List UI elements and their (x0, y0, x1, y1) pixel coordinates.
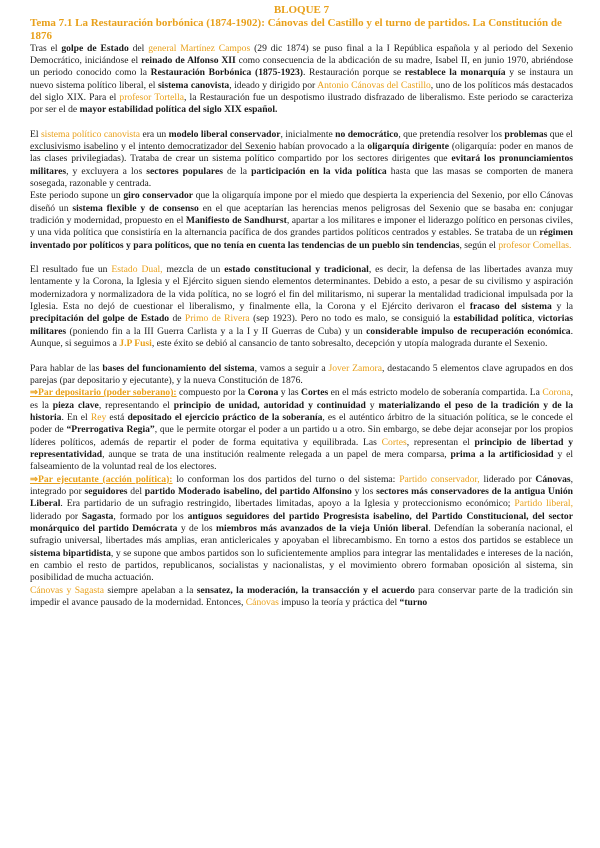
text: y la (551, 301, 573, 313)
text: , que pretendía resolver los (398, 128, 505, 140)
text: y las (278, 387, 302, 399)
text: era un (140, 128, 169, 140)
text: , este éxito se debió al cansancio de tanto sobresalto, decepción y utopía malograda durante el Sexenio. (151, 338, 548, 350)
text: y los (351, 485, 377, 497)
text: y el falseamiento de la voluntad real de los electores. (30, 448, 574, 473)
bold-term: sectores más conservadores de la antigua Unión Liberal (30, 485, 573, 510)
author-highlight: profesor Comellas. (498, 239, 572, 251)
text: y el (118, 141, 139, 152)
bold-term: reinado de Alfonso XII (141, 54, 236, 66)
section-tag: ⇒Par ejecutante (acción política): (30, 473, 173, 485)
text: hasta que las masas se comporten de manera sosegada, razonable y centrada. (30, 165, 573, 190)
bold-term: oligarquía dirigente (367, 141, 449, 152)
text: lo conforman los dos partidos del turno o del sistema: (172, 473, 400, 485)
text: El resultado fue un (30, 264, 112, 276)
author-highlight: Cánovas y Sagasta (30, 584, 104, 596)
text: , según el (459, 239, 499, 251)
text: , es decir, la defensa de las libertades avanza muy lentamente y la Corona, la Iglesia y el Ejército siguen siendo elementos determinantes. Debido a esto, a pesar de su civilismo y aspiración modernizadora y normalizadora de la vida política, no se logró el fin del militarismo, ni superar la mentalidad tradicional impulsada por la Iglesia. Esta no dejó de cuestionar el liberalismo, y finalmente ella, la Corona y el Ejército derivaron el (30, 264, 573, 313)
bold-term: pieza clave (52, 399, 99, 411)
text: de la (222, 165, 252, 177)
bold-term: modelo liberal conservador (168, 128, 281, 140)
bold-term: sistema flexible y de consenso (72, 202, 199, 214)
bold-term: sistema canovista (157, 79, 230, 91)
text: Tras el (30, 42, 62, 54)
text: , representando el (98, 399, 174, 411)
text: siempre apelaban a la (104, 584, 197, 596)
bold-term: estado constitucional y tradicional (224, 264, 369, 276)
bold-term: depositado el ejercicio práctico de la soberanía (127, 411, 323, 423)
block-title: BLOQUE 7 (273, 4, 330, 16)
spacer (30, 117, 573, 129)
text: , representan el (406, 436, 475, 448)
text: , es el auténtico árbitro de la situación política, se le concede el poder de (30, 411, 573, 436)
text: en el más estricto modelo de soberanía compartida. La (328, 387, 543, 399)
bold-term: sensatez, la moderación, la transacción y el acuerdo (196, 584, 415, 596)
text: , aunque se trata de una institución realmente relegada a un papel de mera comparsa, (102, 448, 451, 460)
text: , que le permite otorgar el poder a un partido u a otro. Sin embargo, se debe dejar aconsejar por los propios líderes políticos, además de repartir el poder de forma equitativa y equilibrada. Las (30, 424, 573, 448)
bold-term: “turno (399, 597, 428, 609)
text: habían provocado a la (275, 141, 368, 152)
bold-term: fracaso del sistema (469, 301, 552, 313)
text: . Restauración porque se (302, 67, 405, 79)
text: . En el (61, 411, 91, 423)
bold-term: no democrático (335, 128, 399, 140)
text: , vamos a seguir a (254, 362, 329, 374)
bold-term: Cánovas (535, 473, 571, 485)
text: Este periodo supone un (30, 190, 124, 202)
paragraph-par-depositario (30, 387, 573, 473)
paragraph-par-ejecutante (30, 474, 573, 585)
bold-term: sectores populares (146, 165, 223, 177)
bold-term: sistema bipartidista (30, 547, 111, 559)
underlined-term: intento democratizador del Sexenio (138, 141, 276, 152)
text: que la oligarquía impone por el miedo que despierta la experiencia del Sexenio, por ello Cánovas diseñó un (30, 190, 573, 214)
author-highlight: sistema político canovista (40, 128, 141, 140)
text: , y excluyera a los (66, 165, 147, 177)
text: , uno de los políticos más destacados del siglo XIX. Para el (30, 79, 573, 103)
text: mezcla de un (162, 264, 225, 276)
text: como consecuencia de la abdicación de su madre, Isabel II, en junio 1970, abriéndose un periodo conocido como la (30, 54, 573, 79)
text: liderado por (30, 510, 82, 522)
text: y (365, 399, 379, 411)
text: (oligarquía: poder en manos de las clases privilegiadas). Trataba de crear un sistema político compartido por los sectores dirigentes que (30, 141, 573, 165)
bold-term: participación en la vida política (251, 165, 387, 177)
bold-term: seguidores (84, 485, 128, 497)
text: . Era partidario de un sufragio restringido, libertades limitadas, apoyo a la Iglesia y proteccionismo económico; (60, 498, 515, 510)
bold-term: bases del funcionamiento del sistema (102, 362, 255, 374)
author-highlight: general Martínez Campos (148, 42, 251, 54)
bold-term: partido Moderado isabelino, del partido Alfonsino (144, 485, 352, 497)
bold-term: considerable impulso de recuperación económica (366, 325, 571, 337)
text: , inicialmente (280, 128, 336, 140)
bold-term: principio de unidad, autoridad y continuidad (173, 399, 366, 411)
bold-term: “Prerrogativa Regia” (66, 424, 155, 436)
author-highlight: Cánovas (245, 597, 279, 609)
bold-term: Restauración Borbónica (1875-1923) (150, 67, 303, 79)
spacer (30, 351, 573, 363)
text: de (169, 313, 185, 325)
text: , y se supone que ambos partidos son lo suficientemente amplios para integrar las mentalidades e intereses de la nación, en cambio el resto de partidos, republicanos, socialistas y nacionalistas, y el movimiento obrero formaban oposición al sistema, sin posibilidad de mucha actuación. (30, 547, 573, 584)
author-highlight: profesor Tortella (119, 91, 185, 103)
text: del (128, 42, 149, 54)
bold-term: problemas (504, 128, 548, 140)
author-highlight: Rey (90, 411, 107, 423)
text: , integrado por (30, 473, 574, 497)
bold-term: miembros más avanzados de la vieja Unión liberal (216, 522, 429, 534)
text: , es la (30, 387, 573, 411)
author-highlight: Corona (542, 387, 571, 399)
paragraph-bases (30, 363, 573, 388)
section-tag: ⇒Par depositario (poder soberano): (30, 387, 177, 399)
bold-term: Manifiesto de Sandhurst (185, 215, 287, 227)
bold-term: materializando el peso de la tradición y de la historia (30, 399, 574, 423)
text: liderado por (479, 473, 536, 485)
text: está (106, 411, 128, 423)
text: . Defendían la soberanía nacional, el sufragio universal, libertades más amplias, eran anticlericales y apoyaban el librecambismo. En torno a estos dos partidos se establece un (30, 522, 573, 547)
text: y de los (177, 522, 217, 534)
text: compuesto por la (176, 387, 248, 399)
text: en el que aceptarían las herencias menos peligrosas del Sexenio que se basaba en: conjugar tradición y modernidad, propuesto en el (30, 202, 573, 227)
text: , (532, 313, 538, 325)
author-highlight: Primo de Rivera (184, 313, 250, 325)
text: , apartar a los militares e imponer el liderazgo político en personas civiles, y una vida política que consistiría en la alternancia pacífica de dos grandes partidos políticos centrados y estables. Se trataba de un (30, 215, 573, 239)
author-highlight: Partido liberal, (514, 498, 573, 510)
bold-term: antiguos seguidores del partido Progresista isabelino, del Partido Constitucional, del sector monárquico del partido Demócrata (30, 510, 573, 534)
bold-term: restablece la monarquía (404, 67, 506, 79)
paragraph-intro (30, 43, 573, 117)
bold-term: giro conservador (123, 190, 193, 202)
spacer (30, 252, 573, 264)
text: , destacando 5 elementos clave agrupados en dos parejas (par depositario y ejecutante), y la nueva Constitución de 1876. (30, 362, 574, 386)
bold-term: Corona (247, 387, 279, 399)
author-highlight: Estado Dual, (111, 264, 163, 276)
text: (29 dic 1874) se puso final a la I República española y al periodo del Sexenio Democrático, iniciándose el (30, 42, 573, 66)
text: , formado por los (113, 510, 188, 522)
bold-term: victorias militares (30, 313, 573, 337)
bold-term: Cortes (301, 387, 329, 399)
paragraph-turno (30, 585, 573, 610)
text: , ideado y dirigido por (229, 79, 318, 91)
paragraph-giro-conservador (30, 190, 573, 252)
paragraph-canovista (30, 129, 573, 191)
text: (poniendo fin a la III Guerra Carlista y a la I y II Guerras de Cuba) y un (66, 325, 367, 337)
text: Para hablar de las (30, 362, 103, 374)
bold-term: Sagasta (81, 510, 114, 522)
text: impuso la teoría y práctica del (278, 597, 400, 609)
topic-heading: Tema 7.1 La Restauración borbónica (1874-1902): Cánovas del Castillo y el turno de partidos. La Constitución de 1876 (30, 17, 562, 42)
text: y se instaura un nuevo sistema político liberal, el (30, 67, 573, 91)
author-highlight: Jover Zamora (328, 362, 382, 374)
paragraph-estado-dual (30, 264, 573, 350)
author-highlight: J.P Fusi (119, 338, 152, 350)
underlined-term: exclusivismo isabelino (30, 141, 119, 152)
author-highlight: Antonio Cánovas del Castillo (317, 79, 431, 91)
bold-term: precipitación del golpe de Estado (30, 313, 170, 325)
text: (sep 1923). Pero no todo es malo, se consiguió la (249, 313, 454, 325)
bold-term: principio de libertad y representatividad (30, 436, 573, 460)
bold-term: golpe de Estado (61, 42, 129, 54)
bold-term: mayor estabilidad política del siglo XIX español. (79, 104, 278, 116)
text: . Aunque, si seguimos a (30, 325, 573, 350)
text: El (30, 128, 41, 140)
text: del (127, 485, 145, 497)
author-highlight: Cortes (381, 436, 407, 448)
text: , la Restauración fue un despotismo ilustrado disfrazado de liberalismo. Este periodo se caracteriza por ser el de (30, 91, 573, 116)
bold-term: evitará los pronunciamientos militares (30, 153, 573, 177)
text: para conservar parte de la tradición sin impedir el avance pausado de la modernidad. Entonces, (30, 584, 573, 609)
bold-term: régimen inventado por políticos y para políticos, que no tenía en cuenta las tendencias de un pueblo sin tendencias (30, 227, 573, 251)
text: que el (547, 128, 573, 140)
author-highlight: Partido conservador, (399, 473, 480, 485)
bold-term: estabilidad política (453, 313, 533, 325)
bold-term: prima a la artificiosidad (450, 448, 554, 460)
